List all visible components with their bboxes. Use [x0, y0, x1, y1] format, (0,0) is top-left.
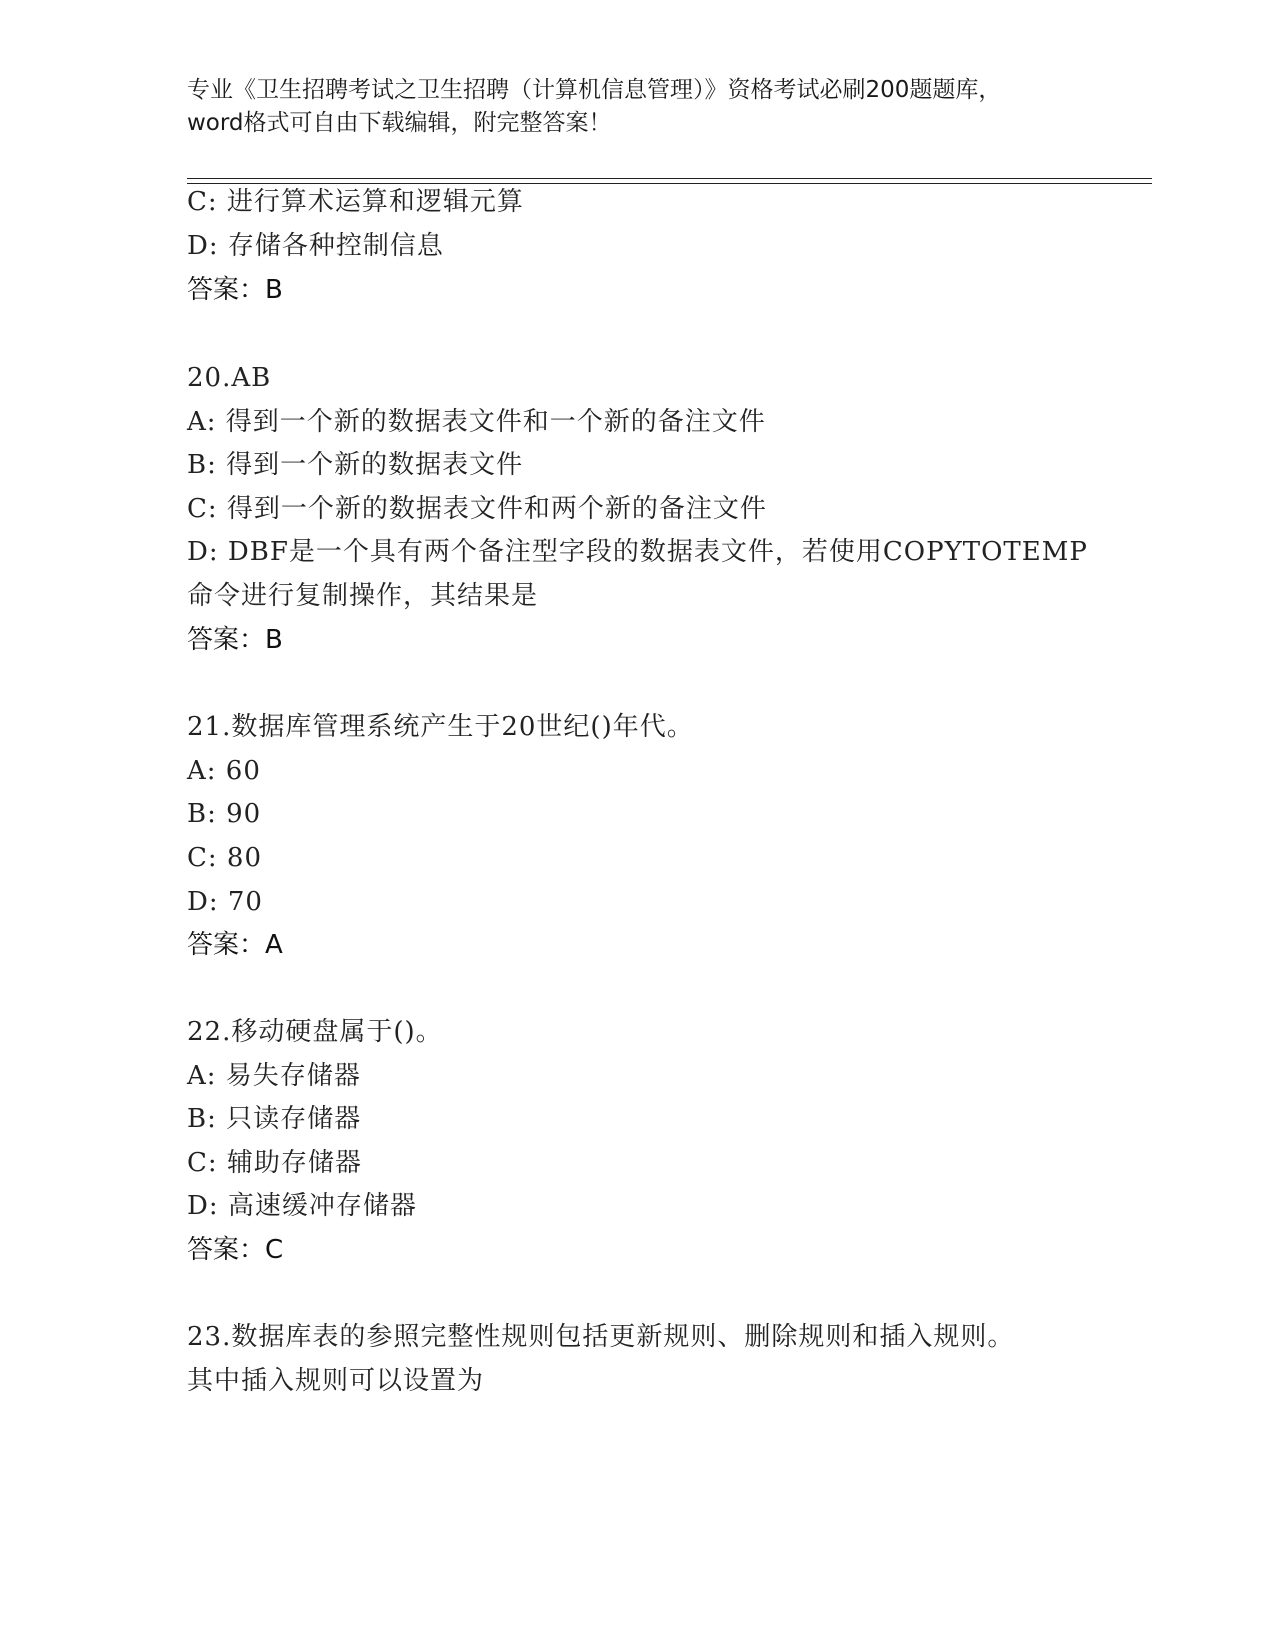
q19-option-c: C: 进行算术运算和逻辑元算 — [187, 187, 524, 217]
q22-title: 22.移动硬盘属于()。 — [187, 1017, 443, 1047]
q22-option-a: A: 易失存储器 — [187, 1061, 361, 1091]
q22-option-b: B: 只读存储器 — [187, 1104, 362, 1134]
q20-option-a: A: 得到一个新的数据表文件和一个新的备注文件 — [187, 407, 766, 437]
q20-answer: 答案：B — [187, 625, 283, 655]
q21-option-a: A: 60 — [187, 756, 261, 786]
q21-option-c: C: 80 — [187, 843, 263, 873]
q23-title-line-1: 23.数据库表的参照完整性规则包括更新规则、删除规则和插入规则。 — [187, 1322, 1015, 1352]
document-header — [187, 74, 1087, 140]
q20-title: 20.AB — [187, 363, 272, 393]
q19-answer: 答案：B — [187, 275, 283, 305]
q20-option-c: C: 得到一个新的数据表文件和两个新的备注文件 — [187, 494, 767, 524]
q21-answer: 答案：A — [187, 930, 283, 960]
q21-option-d: D: 70 — [187, 887, 263, 917]
q21-title: 21.数据库管理系统产生于20世纪()年代。 — [187, 712, 694, 742]
q21-option-b: B: 90 — [187, 799, 262, 829]
q22-option-c: C: 辅助存储器 — [187, 1148, 362, 1178]
header-divider-top — [187, 178, 1152, 179]
q20-option-d-line-1: D: DBF是一个具有两个备注型字段的数据表文件，若使用COPYTOTEMP — [187, 537, 1088, 567]
q23-title-line-2: 其中插入规则可以设置为 — [187, 1366, 485, 1396]
q19-option-d: D: 存储各种控制信息 — [187, 231, 444, 261]
header-divider-bottom — [187, 183, 1152, 184]
q22-answer: 答案：C — [187, 1235, 284, 1265]
header-title-line-1: 专业《卫生招聘考试之卫生招聘（计算机信息管理）》资格考试必刷200题题库， — [187, 77, 1002, 103]
q20-option-b: B: 得到一个新的数据表文件 — [187, 450, 524, 480]
q20-option-d-line-2: 命令进行复制操作，其结果是 — [187, 581, 539, 611]
header-title-line-2: word格式可自由下载编辑，附完整答案！ — [187, 110, 612, 136]
q22-option-d: D: 高速缓冲存储器 — [187, 1191, 417, 1221]
